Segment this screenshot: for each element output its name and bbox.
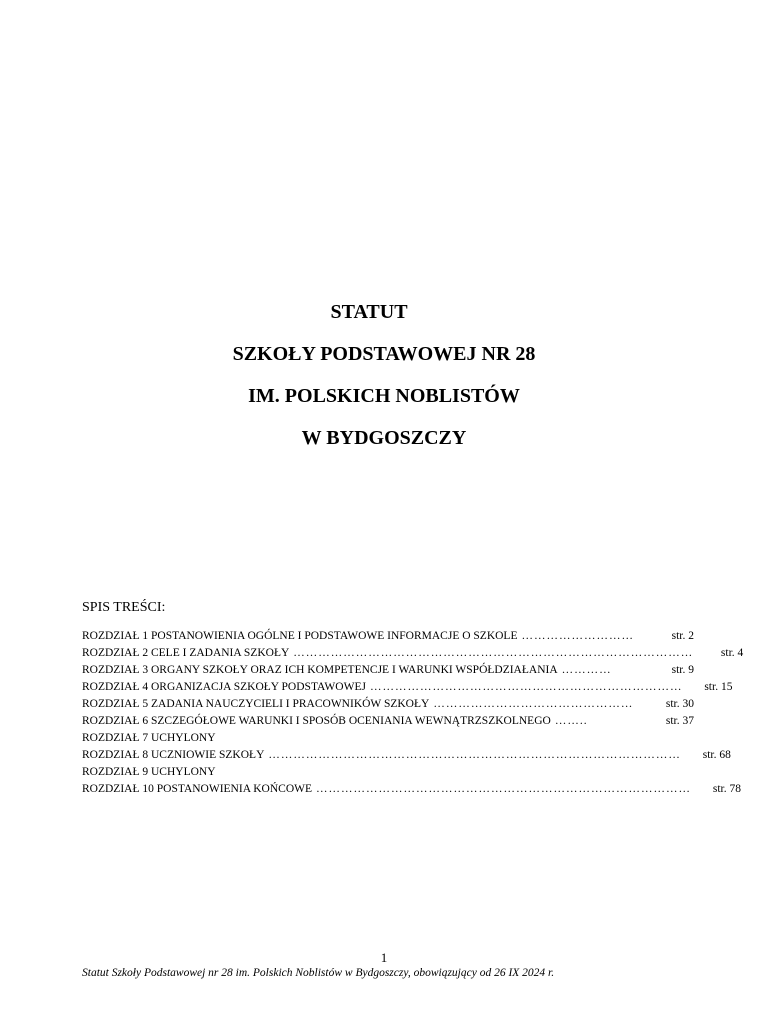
toc-entry-chapter-1 bbox=[82, 628, 694, 645]
toc-entry-chapter-10 bbox=[82, 781, 742, 798]
footer-note: Statut Szkoły Podstawowej nr 28 im. Polskich Noblistów w Bydgoszczy, obowiązujący od 26 IX 2024 r. bbox=[82, 967, 555, 979]
toc-entry-title: ROZDZIAŁ 1 POSTANOWIENIA OGÓLNE I PODSTAWOWE INFORMACJE O SZKOLE bbox=[82, 630, 518, 642]
toc-entry-title: ROZDZIAŁ 3 ORGANY SZKOŁY ORAZ ICH KOMPETENCJE I WARUNKI WSPÓŁDZIAŁANIA bbox=[82, 664, 558, 676]
toc-heading: SPIS TREŚCI: bbox=[82, 600, 166, 615]
toc-entry-leader: ……………………………………………………………………………… bbox=[316, 783, 692, 795]
toc-entry-page: str. 4 bbox=[720, 647, 744, 659]
toc-entry-page: str. 78 bbox=[712, 783, 742, 795]
toc-entry-leader: ……………………… bbox=[521, 630, 634, 642]
toc-entry-leader: ……………………………………………………………………………………… bbox=[268, 749, 681, 761]
toc-entry-page: str. 37 bbox=[665, 715, 694, 727]
toc-entry-leader: …….. bbox=[554, 715, 588, 727]
toc-entry-title: ROZDZIAŁ 2 CELE I ZADANIA SZKOŁY bbox=[82, 647, 290, 659]
toc-entry-title: ROZDZIAŁ 9 UCHYLONY bbox=[82, 766, 216, 778]
title-line-statut: STATUT bbox=[330, 301, 408, 323]
toc-entry-chapter-4 bbox=[82, 679, 733, 696]
toc-entry-leader: ………………………………………………………………… bbox=[369, 681, 683, 693]
title-line-patron: IM. POLSKICH NOBLISTÓW bbox=[248, 385, 520, 407]
toc-entry-title: ROZDZIAŁ 6 SZCZEGÓŁOWE WARUNKI I SPOSÓB OCENIANIA WEWNĄTRZSZKOLNEGO bbox=[82, 715, 551, 727]
toc-entry-leader: …………………………………………………………………………………… bbox=[293, 647, 694, 659]
title-line-city: W BYDGOSZCZY bbox=[301, 427, 467, 449]
toc-entry-page: str. 2 bbox=[671, 630, 694, 642]
toc-entry-leader: ………………………………………… bbox=[433, 698, 634, 710]
toc-entry-leader: ………… bbox=[561, 664, 612, 676]
title-line-school-name: SZKOŁY PODSTAWOWEJ NR 28 bbox=[232, 343, 536, 365]
toc-entry-chapter-7 bbox=[82, 730, 694, 747]
page-number: 1 bbox=[380, 950, 388, 965]
toc-entry-page: str. 68 bbox=[702, 749, 731, 761]
toc-entry-title: ROZDZIAŁ 8 UCZNIOWIE SZKOŁY bbox=[82, 749, 265, 761]
toc-entry-page: str. 9 bbox=[671, 664, 694, 676]
toc-entry-chapter-8 bbox=[82, 747, 731, 764]
toc-entry-title: ROZDZIAŁ 7 UCHYLONY bbox=[82, 732, 216, 744]
toc-entry-title: ROZDZIAŁ 10 POSTANOWIENIA KOŃCOWE bbox=[82, 783, 313, 795]
toc-entry-page: str. 30 bbox=[665, 698, 694, 710]
table-of-contents bbox=[82, 628, 744, 798]
toc-entry-title: ROZDZIAŁ 4 ORGANIZACJA SZKOŁY PODSTAWOWEJ bbox=[82, 681, 366, 693]
toc-entry-chapter-9 bbox=[82, 764, 694, 781]
toc-entry-title: ROZDZIAŁ 5 ZADANIA NAUCZYCIELI I PRACOWNIKÓW SZKOŁY bbox=[82, 698, 430, 710]
toc-entry-chapter-2 bbox=[82, 645, 744, 662]
toc-entry-page: str. 15 bbox=[704, 681, 733, 693]
toc-entry-chapter-6 bbox=[82, 713, 694, 730]
toc-entry-chapter-3 bbox=[82, 662, 694, 679]
toc-entry-chapter-5 bbox=[82, 696, 694, 713]
